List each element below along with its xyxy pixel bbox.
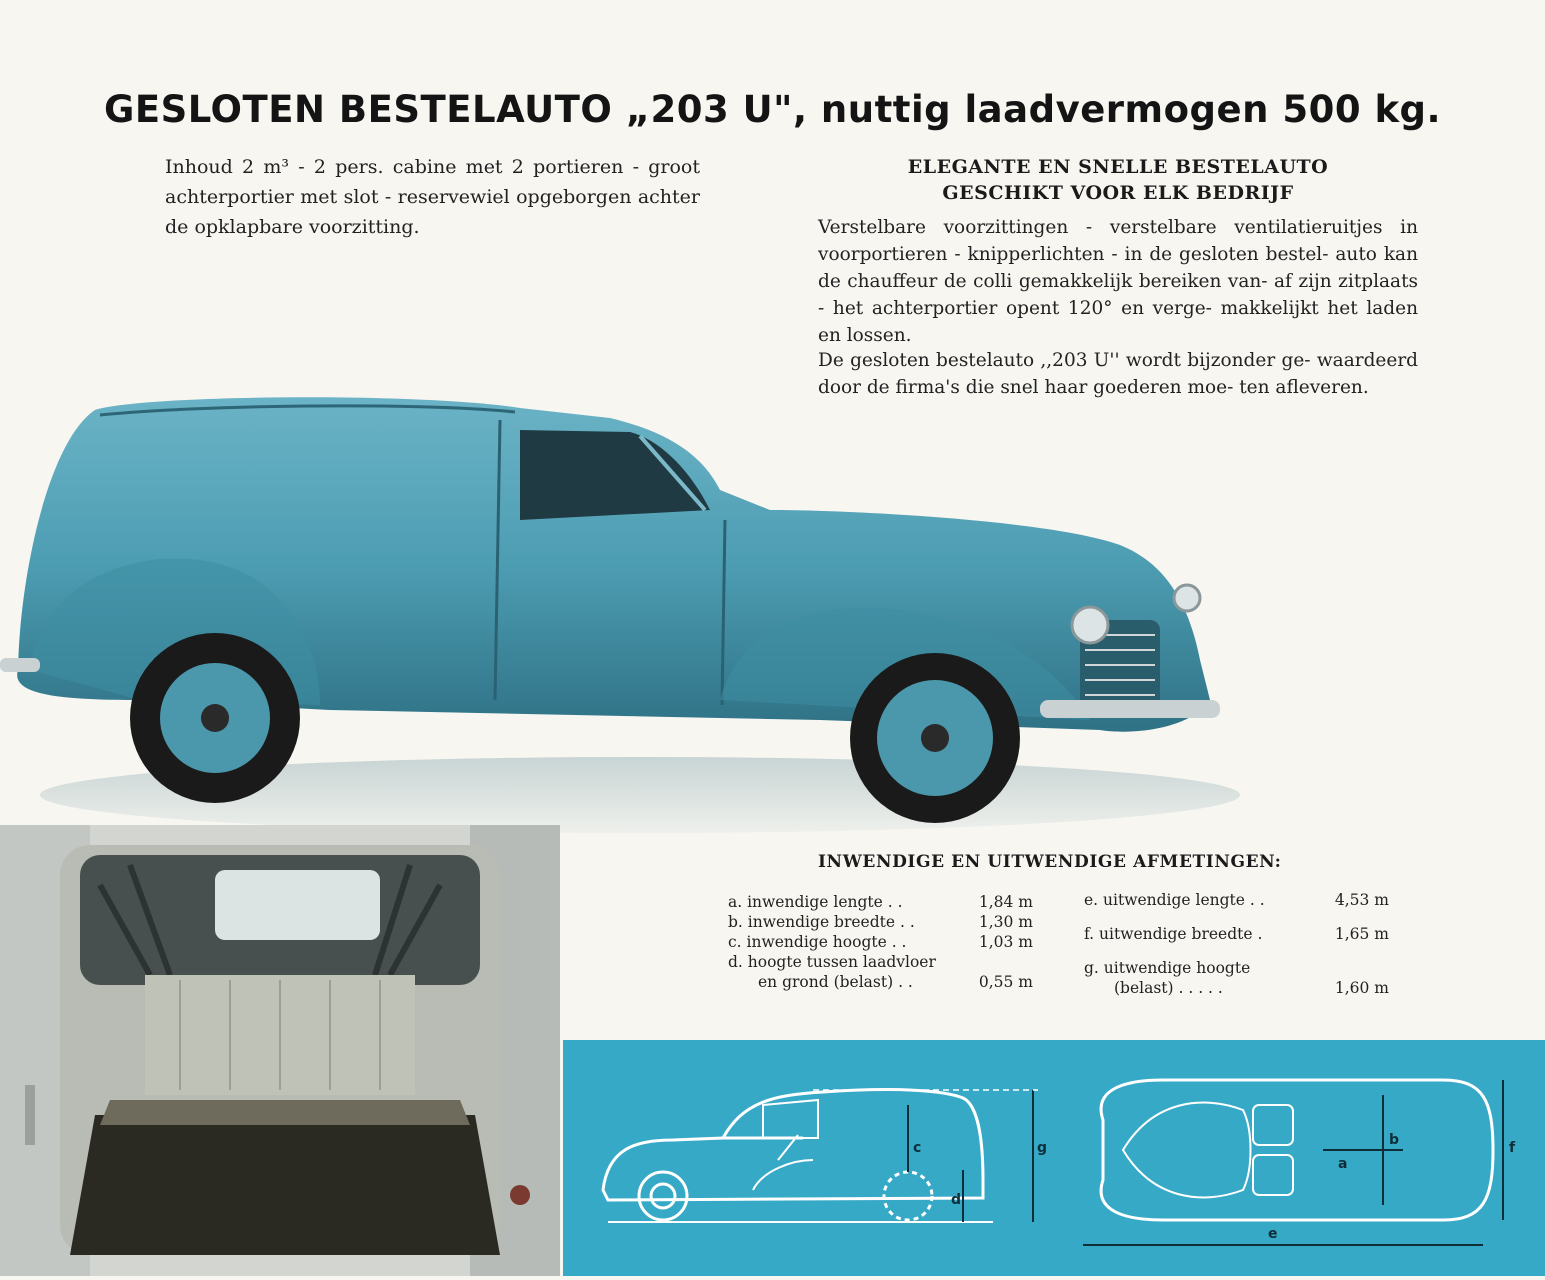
dimension-row: [728, 912, 1033, 932]
diagram-label-b: b: [1389, 1132, 1400, 1148]
dimension-diagram-panel: [563, 1040, 1545, 1276]
dimension-value: 1,60 m: [1334, 979, 1389, 997]
dimension-label: d. hoogte tussen laadvloer: [728, 953, 936, 971]
dimension-label: a. inwendige lengte . .: [728, 893, 903, 911]
dimension-diagrams: [563, 1040, 1545, 1276]
section-heading: [818, 154, 1418, 206]
dimension-label: (belast) . . . . .: [1114, 979, 1223, 997]
van-side-photo: [0, 370, 1240, 840]
dimensions-outer-list: [1084, 890, 1389, 998]
dimension-label: g. uitwendige hoogte: [1084, 959, 1251, 977]
dimension-label: e. uitwendige lengte . .: [1084, 891, 1265, 909]
top-view-outline: [1101, 1080, 1493, 1220]
dimension-value: 1,03 m: [978, 933, 1033, 951]
dimension-label: c. inwendige hoogte . .: [728, 933, 907, 951]
dimension-label: f. uitwendige breedte .: [1084, 925, 1263, 943]
diagram-label-g: g: [1037, 1140, 1048, 1156]
page-title: GESLOTEN BESTELAUTO „203 U", nuttig laadvermogen 500 kg.: [104, 88, 1442, 131]
dimension-value: 1,65 m: [1334, 925, 1389, 943]
dimension-label: en grond (belast) . .: [758, 973, 913, 991]
dimension-row: [1084, 890, 1389, 910]
dimension-value: 1,84 m: [978, 893, 1033, 911]
diagram-label-e: e: [1268, 1226, 1278, 1242]
dimension-row: [728, 952, 1033, 972]
diagram-label-c: c: [913, 1140, 922, 1156]
dimension-value: 4,53 m: [1334, 891, 1389, 909]
rear-wheel: [130, 633, 300, 803]
features-paragraph: Verstelbare voorzittingen - verstelbare ventilatieruitjes in voorportieren - knipperlichten - in de gesloten bestel- auto kan de chauffeur de colli gemakkelijk bereiken van- af zijn zitplaats - het achterportier opent 120° en verge- makkelijkt het laden en lossen.: [818, 217, 1418, 346]
dimension-row: [728, 972, 1033, 992]
dimension-row: [1084, 924, 1389, 944]
diagram-label-f: f: [1509, 1140, 1516, 1156]
dimension-value: 0,55 m: [978, 973, 1033, 991]
dimensions-inner-list: [728, 892, 1033, 992]
cargo-interior-photo: [0, 825, 560, 1276]
diagram-label-d: d: [951, 1192, 962, 1208]
section-heading-line1: ELEGANTE EN SNELLE BESTELAUTO: [907, 156, 1329, 178]
appreciation-paragraph: De gesloten bestelauto ,,203 U'' wordt bijzonder ge- waardeerd door de firma's die snel haar goederen moe- ten afleveren.: [818, 350, 1418, 398]
dimension-row: [1084, 958, 1389, 978]
diagram-label-a: a: [1338, 1156, 1348, 1172]
section-heading-line2: GESCHIKT VOOR ELK BEDRIJF: [942, 182, 1294, 204]
front-wheel: [850, 653, 1020, 823]
dimension-row: [728, 892, 1033, 912]
dimension-row: [1084, 978, 1389, 998]
dimensions-heading: INWENDIGE EN UITWENDIGE AFMETINGEN:: [818, 852, 1282, 872]
dimension-label: b. inwendige breedte . .: [728, 913, 915, 931]
dimension-value: 1,30 m: [978, 913, 1033, 931]
dimension-row: [728, 932, 1033, 952]
intro-text: Inhoud 2 m³ - 2 pers. cabine met 2 portieren - groot achterportier met slot - reservewiel opgeborgen achter de opklapbare voorzitting.: [165, 156, 700, 238]
